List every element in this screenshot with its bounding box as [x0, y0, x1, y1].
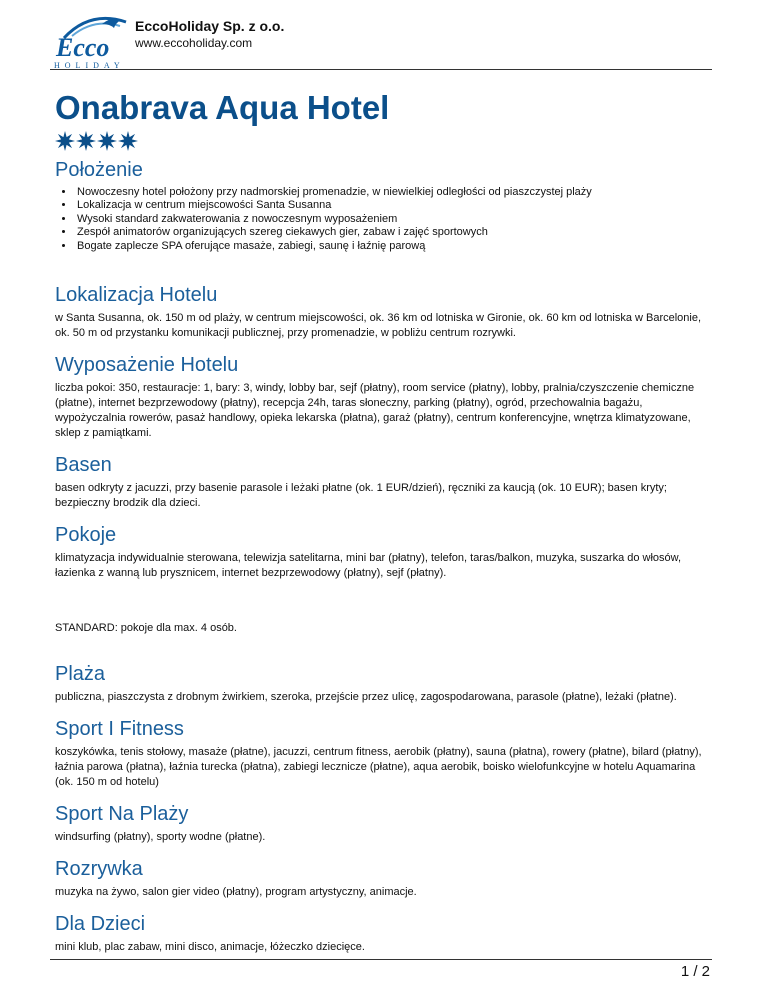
company-website: www.eccoholiday.com: [135, 36, 253, 50]
dzieci-text: mini klub, plac zabaw, mini disco, animacje, łóżeczko dziecięce.: [55, 941, 365, 954]
pokoje-standard-text: STANDARD: pokoje dla max. 4 osób.: [55, 622, 237, 635]
section-heading-rozrywka: Rozrywka: [55, 858, 143, 881]
ecco-holiday-logo: [50, 12, 130, 70]
sport-plaza-text: windsurfing (płatny), sporty wodne (płatne).: [55, 831, 266, 844]
star-icon: [55, 131, 75, 151]
section-heading-pokoje: Pokoje: [55, 524, 117, 547]
hotel-title: Onabrava Aqua Hotel: [55, 89, 390, 126]
section-heading-sport-plaza: Sport Na Plaży: [55, 803, 189, 826]
logo-graphic: [50, 12, 130, 70]
lokalizacja-text: w Santa Susanna, ok. 150 m od plaży, w centrum miejscowości, ok. 36 km od lotniska w Gironie, ok. 60 km od lotniska w Barcelonie, ok. 50 m od przystanku komunikacji publicznej, przy promenadzie, w pobliżu centrum rozrywki.: [55, 312, 702, 340]
section-heading-dzieci: Dla Dzieci: [55, 913, 146, 936]
footer-divider: [50, 959, 712, 960]
company-name: EccoHoliday Sp. z o.o.: [135, 18, 285, 34]
section-heading-basen: Basen: [55, 454, 112, 477]
stars-graphic: [55, 130, 141, 152]
logo-subtext: HOLIDAY: [54, 61, 125, 70]
star-icon: [97, 131, 117, 151]
rozrywka-text: muzyka na żywo, salon gier video (płatny), program artystyczny, animacje.: [55, 886, 417, 899]
page-number: 1 / 2: [680, 963, 710, 980]
section-heading-lokalizacja: Lokalizacja Hotelu: [55, 284, 218, 307]
section-heading-plaza: Plaża: [55, 663, 106, 686]
logo-text: Ecco: [56, 33, 110, 62]
pokoje-text: klimatyzacja indywidualnie sterowana, telewizja satelitarna, mini bar (płatny), telefon, taras/balkon, muzyka, suszarka do włosów, łazienka z wanną lub prysznicem, internet bezprzewodowy (płatny), sejf (płatny).: [55, 552, 682, 580]
list-item: • Nowoczesny hotel położony przy nadmorskiej promenadzie, w niewielkiej odległości od piaszczystej plaży: [75, 186, 710, 199]
section-heading-polozenie: Położenie: [55, 159, 143, 181]
section-heading-sport: Sport I Fitness: [55, 718, 184, 741]
plaza-text: publiczna, piaszczysta z drobnym żwirkiem, szeroka, przejście przez ulicę, zagospodarowana, parasole (płatne), leżaki (płatne).: [55, 691, 677, 704]
list-item: • Lokalizacja w centrum miejscowości Santa Susanna: [75, 199, 710, 212]
star-icon: [76, 131, 96, 151]
list-item: • Bogate zaplecze SPA oferujące masaże, zabiegi, saunę i łaźnię parową: [75, 240, 710, 253]
polozenie-list: [55, 186, 710, 253]
page-header: [50, 12, 712, 70]
header-divider: [50, 69, 712, 70]
sport-text: koszykówka, tenis stołowy, masaże (płatne), jacuzzi, centrum fitness, aerobik (płatny), sauna (płatna), rowery (płatne), bilard (płatny), łaźnia parowa (płatna), łaźnia turecka (płatna), zabiegi lecznicze (płatne), aqua aerobik, boisko wielofunkcyjne w hotelu Aquamarina (ok. 150 m od hotelu): [55, 746, 702, 789]
list-item: • Zespół animatorów organizujących szereg ciekawych gier, zabaw i zajęć sportowych: [75, 226, 710, 239]
star-rating: [55, 130, 710, 152]
wyposazenie-text: liczba pokoi: 350, restauracje: 1, bary: 3, windy, lobby bar, sejf (płatny), room service (płatny), lobby, pralnia/czyszczenie chemiczne (płatne), internet bezprzewodowy (płatny), recepcja 24h, taras słoneczny, parking (płatny), ogród, przechowalnia bagażu, wypożyczalnia rowerów, pasaż handlowy, opieka lekarska (płatna), garaż (płatny), centrum konferencyjne, wnętrza klimatyzowane, sklep z pamiątkami.: [55, 382, 695, 440]
document-content: [55, 88, 710, 955]
list-item: • Wysoki standard zakwaterowania z nowoczesnym wyposażeniem: [75, 213, 710, 226]
basen-text: basen odkryty z jacuzzi, przy basenie parasole i leżaki płatne (ok. 1 EUR/dzień), ręczniki za kaucją (ok. 10 EUR); basen kryty; bezpieczny brodzik dla dzieci.: [55, 482, 667, 510]
star-icon: [118, 131, 138, 151]
section-heading-wyposazenie: Wyposażenie Hotelu: [55, 354, 239, 377]
